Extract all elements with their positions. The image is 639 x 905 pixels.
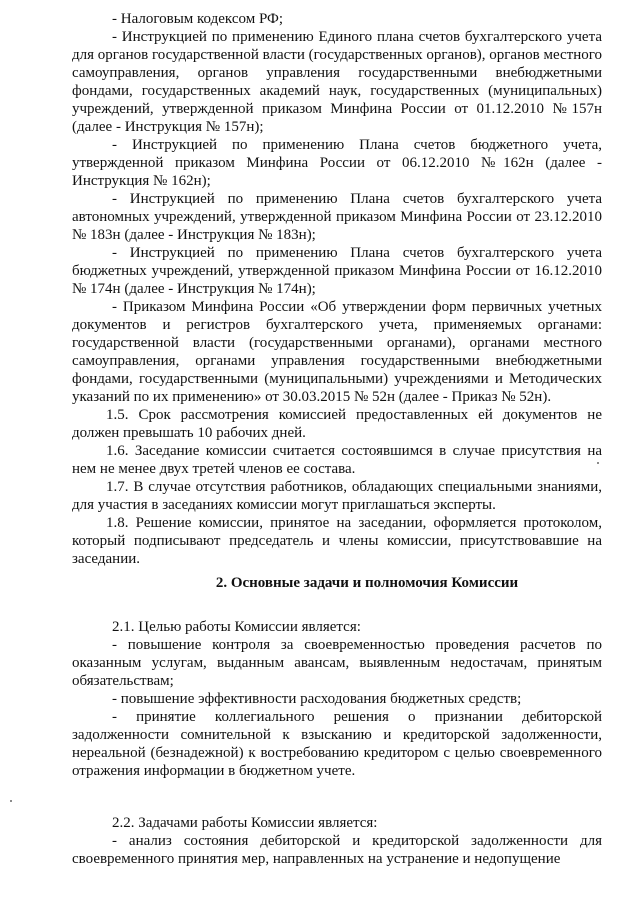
paragraph-instruction-174n: - Инструкцией по применению Плана счетов бухгалтерского учета бюджетных учреждений, утвержденной приказом Минфина России от 16.12.2010 № 174н (далее - Инструкция № 174н); bbox=[72, 245, 602, 297]
spacer bbox=[72, 592, 602, 618]
paragraph-order-52n: - Приказом Минфина России «Об утверждении форм первичных учетных документов и регистров бухгалтерского учета, применяемых органами: государственной власти (государственными органами), органами местного самоуправления, органами управления государственными внебюджетными фондами, государственными (муниципальными) учреждениями и Методических указаний по их применению» от 30.03.2015 № 52н (далее - Приказ № 52н). bbox=[72, 299, 602, 405]
paragraph-2-2: 2.2. Задачами работы Комиссии является: bbox=[112, 815, 378, 831]
paragraph-instruction-183n: - Инструкцией по применению Плана счетов бухгалтерского учета автономных учреждений, утвержденной приказом Минфина России от 23.12.2010 № 183н (далее - Инструкция № 183н); bbox=[72, 191, 602, 243]
scan-speck bbox=[10, 800, 12, 802]
spacer bbox=[72, 780, 602, 814]
paragraph-goal-efficiency: - повышение эффективности расходования бюджетных средств; bbox=[112, 691, 522, 707]
paragraph-instruction-162n: - Инструкцией по применению Плана счетов бюджетного учета, утвержденной приказом Минфина России от 06.12.2010 №162н (далее - Инструкция № 162н); bbox=[72, 137, 602, 189]
paragraph-task-analysis: - анализ состояния дебиторской и кредиторской задолженности для своевременного принятия мер, направленных на устранение и недопущение bbox=[72, 833, 602, 867]
scan-speck bbox=[597, 462, 599, 464]
paragraph-instruction-157n: - Инструкцией по применению Единого плана счетов бухгалтерского учета для органов государственной власти (государственных органов), органов местного самоуправления, органов управления государственными внебюджетными фондами, государственных академий наук, государственных (муниципальных) учреждений, утвержденной приказом Минфина России от 01.12.2010 №157н (далее - Инструкция № 157н); bbox=[72, 29, 602, 135]
document-body bbox=[72, 10, 602, 868]
paragraph-1-7: 1.7. В случае отсутствия работников, обладающих специальными знаниями, для участия в заседаниях комиссии могут приглашаться эксперты. bbox=[72, 479, 602, 513]
paragraph-goal-control: - повышение контроля за своевременностью проведения расчетов по оказанным услугам, выданным авансам, выявленным недостачам, принятым обязательствам; bbox=[72, 637, 602, 689]
paragraph-goal-decision: - принятие коллегиального решения о признании дебиторской задолженности сомнительной к взысканию и кредиторской задолженности, нереальной (безнадежной) к востребованию кредитором с целью своевременного отражения информации в бюджетном учете. bbox=[72, 709, 602, 779]
section-heading: 2. Основные задачи и полномочия Комиссии bbox=[215, 575, 519, 591]
paragraph-1-8: 1.8. Решение комиссии, принятое на заседании, оформляется протоколом, который подписывают председатель и члены комиссии, присутствовавшие на заседании. bbox=[72, 515, 602, 567]
paragraph-1-6: 1.6. Заседание комиссии считается состоявшимся в случае присутствия на нем не менее двух третей членов ее состава. bbox=[72, 443, 602, 477]
paragraph-2-1: 2.1. Целью работы Комиссии является: bbox=[112, 619, 361, 635]
paragraph-tax-code: - Налоговым кодексом РФ; bbox=[112, 11, 284, 27]
paragraph-1-5: 1.5. Срок рассмотрения комиссией предоставленных ей документов не должен превышать 10 рабочих дней. bbox=[72, 407, 602, 441]
